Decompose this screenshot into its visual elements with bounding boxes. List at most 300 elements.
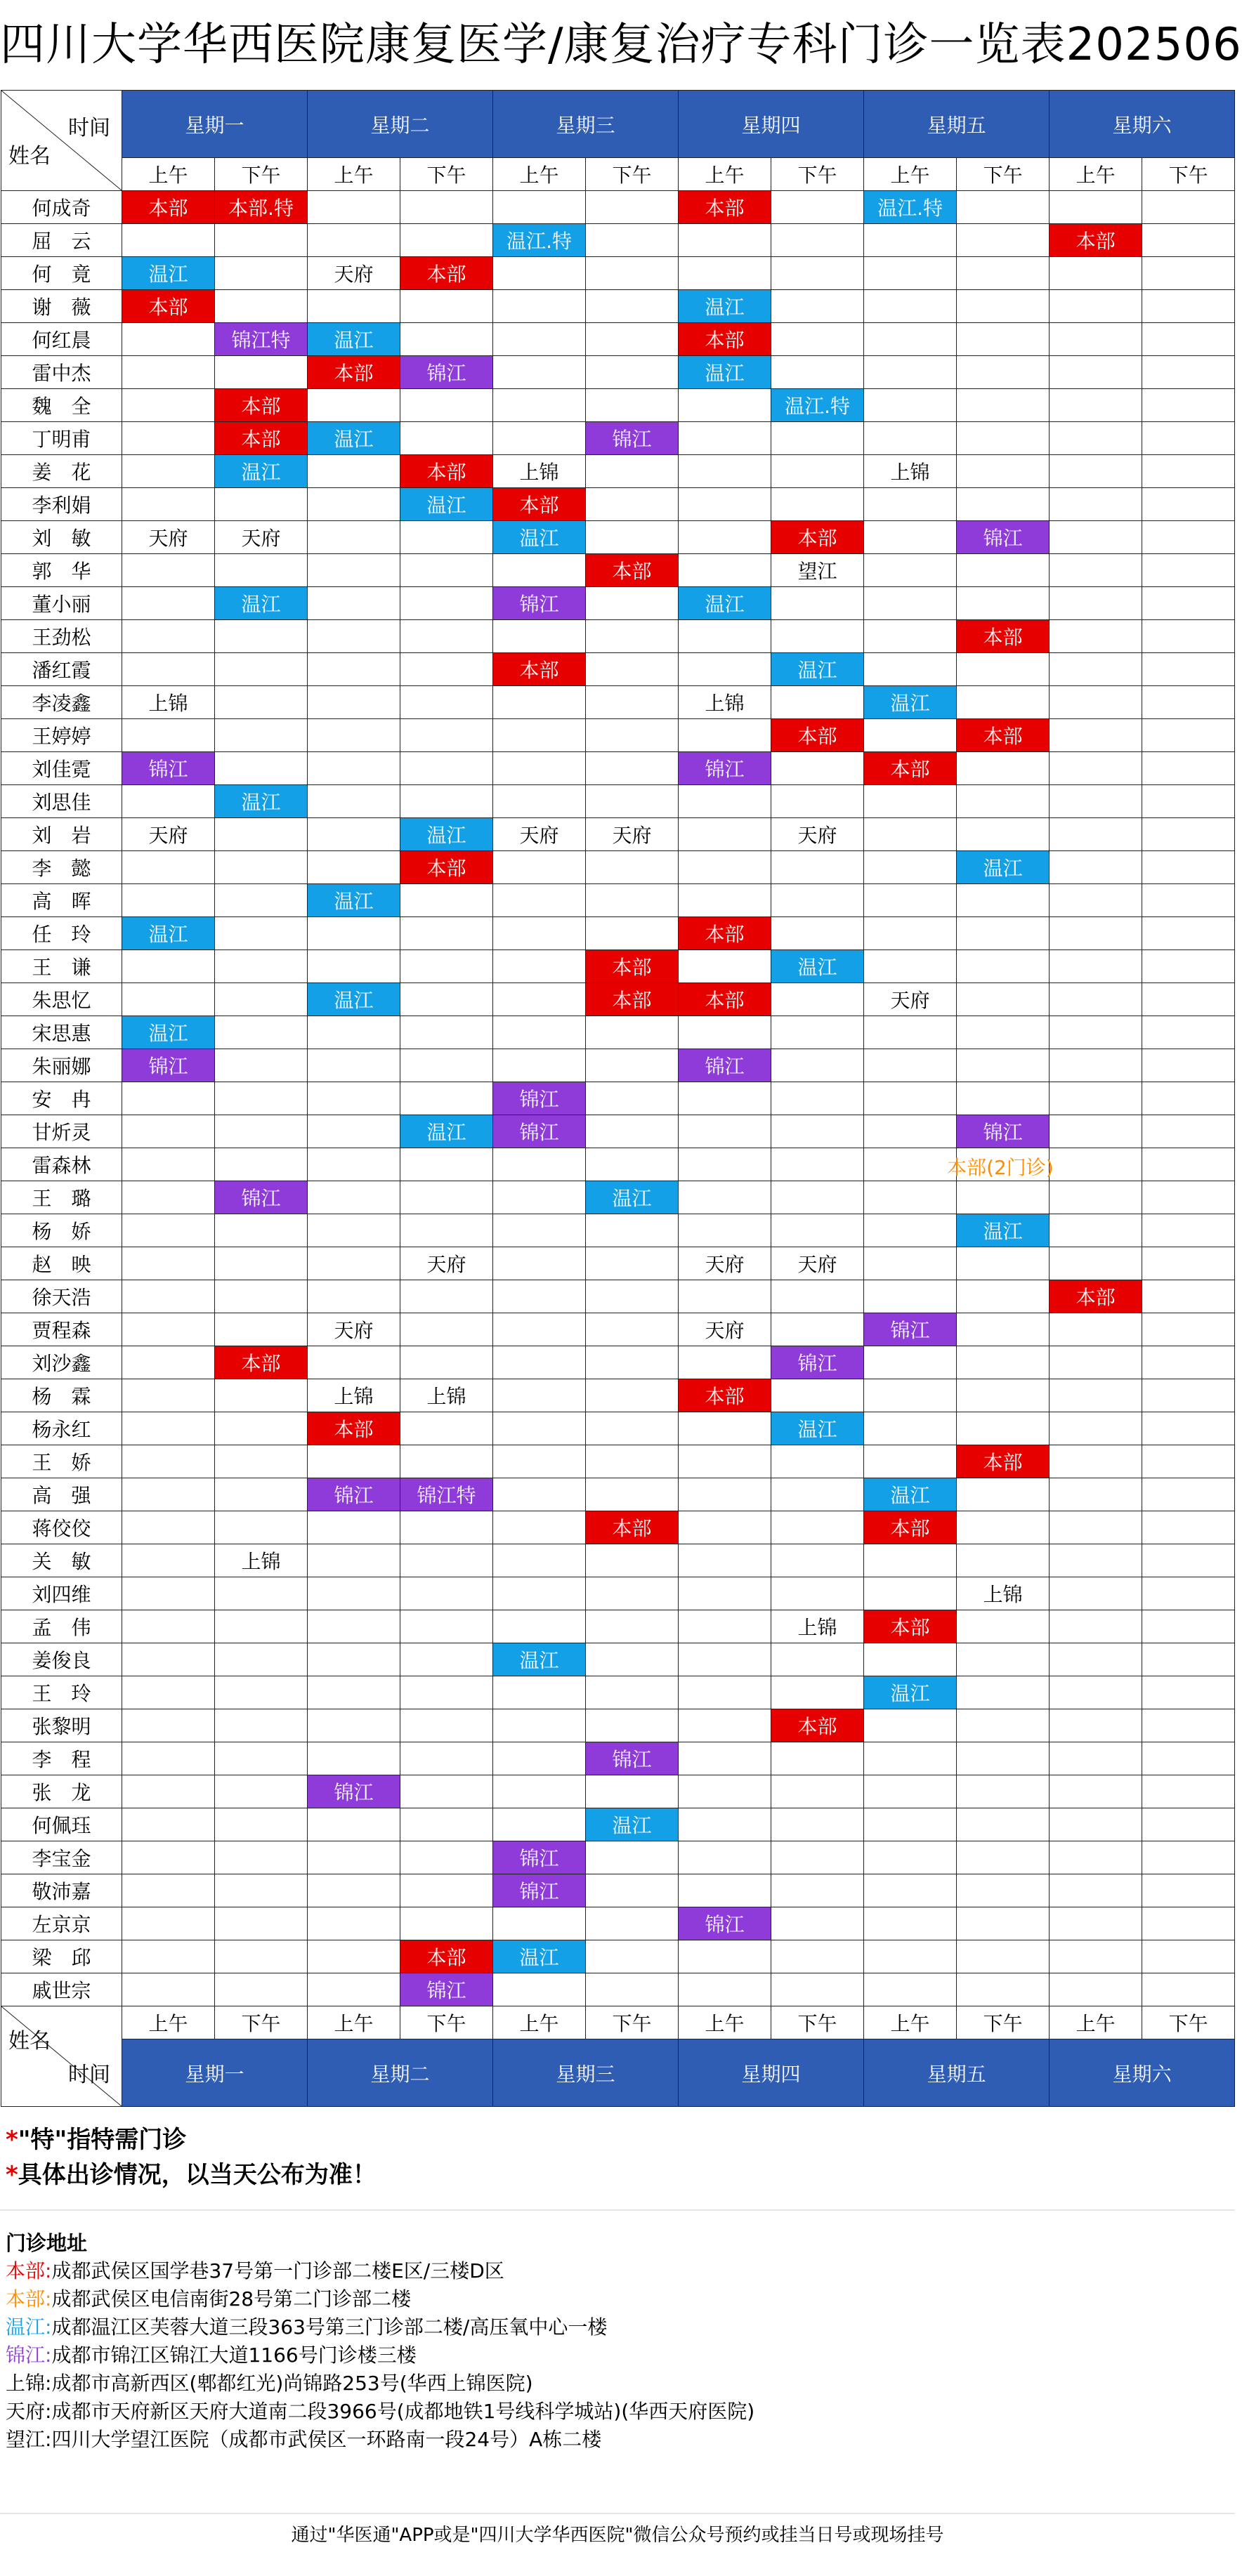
schedule-cell [586, 191, 679, 224]
schedule-cell [1142, 818, 1235, 851]
schedule-cell [864, 1181, 957, 1214]
schedule-cell [771, 224, 864, 257]
schedule-cell [1142, 686, 1235, 719]
schedule-cell [308, 719, 400, 752]
schedule-cell [586, 686, 679, 719]
schedule-cell [493, 1379, 586, 1412]
schedule-cell [122, 1874, 215, 1907]
schedule-cell [400, 1643, 493, 1676]
schedule-cell [1142, 1775, 1235, 1808]
schedule-cell [1050, 818, 1142, 851]
schedule-cell [586, 224, 679, 257]
doctor-name: 刘 敏 [1, 521, 122, 554]
schedule-cell [586, 1544, 679, 1577]
schedule-cell: 天府 [400, 1247, 493, 1280]
schedule-cell [215, 257, 308, 290]
schedule-cell [400, 1544, 493, 1577]
schedule-cell [493, 356, 586, 389]
schedule-cell [215, 488, 308, 521]
schedule-cell: 温江 [771, 1412, 864, 1445]
schedule-cell [122, 1148, 215, 1181]
schedule-cell: 本部 [400, 257, 493, 290]
schedule-cell: 温江 [771, 950, 864, 983]
schedule-cell [493, 422, 586, 455]
schedule-cell [1142, 1676, 1235, 1709]
schedule-cell: 本部 [586, 1511, 679, 1544]
schedule-cell [400, 1412, 493, 1445]
schedule-cell: 上锦 [679, 686, 771, 719]
schedule-cell [1142, 1478, 1235, 1511]
schedule-cell [308, 1115, 400, 1148]
schedule-cell [400, 389, 493, 422]
doctor-name: 朱丽娜 [1, 1049, 122, 1082]
name-label: 姓名 [8, 144, 51, 169]
table-row [1, 1874, 1235, 1907]
schedule-cell [493, 257, 586, 290]
address-line [0, 2313, 1235, 2341]
schedule-cell [864, 521, 957, 554]
schedule-cell [957, 884, 1050, 917]
schedule-cell [957, 1511, 1050, 1544]
schedule-cell [1142, 983, 1235, 1016]
schedule-cell [215, 620, 308, 653]
schedule-cell [679, 389, 771, 422]
schedule-cell [215, 1610, 308, 1643]
schedule-cell [586, 851, 679, 884]
schedule-cell [308, 1214, 400, 1247]
schedule-cell [215, 224, 308, 257]
schedule-cell: 本部 [493, 488, 586, 521]
am-header: 上午 [308, 158, 400, 191]
address-text: 成都市天府新区天府大道南二段3966号(成都地铁1号线科学城站)(华西天府医院) [51, 2400, 755, 2423]
schedule-cell: 上锦 [771, 1610, 864, 1643]
schedule-cell [771, 884, 864, 917]
schedule-cell: 上锦 [122, 686, 215, 719]
schedule-cell [771, 851, 864, 884]
schedule-cell: 本部 [400, 455, 493, 488]
am-header: 上午 [679, 2006, 771, 2039]
schedule-cell [864, 1049, 957, 1082]
am-header: 上午 [864, 2006, 957, 2039]
schedule-cell [215, 1445, 308, 1478]
schedule-cell: 本部.特 [215, 191, 308, 224]
table-row [1, 752, 1235, 785]
schedule-cell [1142, 1577, 1235, 1610]
schedule-cell [215, 1676, 308, 1709]
table-row [1, 1643, 1235, 1676]
table-row [1, 884, 1235, 917]
schedule-cell [122, 1544, 215, 1577]
schedule-cell [586, 356, 679, 389]
schedule-cell [122, 1973, 215, 2006]
schedule-cell [1050, 488, 1142, 521]
schedule-cell [679, 1973, 771, 2006]
schedule-cell [493, 1709, 586, 1742]
schedule-cell [493, 1412, 586, 1445]
schedule-cell [1142, 1445, 1235, 1478]
schedule-cell [1050, 191, 1142, 224]
schedule-cell [215, 1247, 308, 1280]
doctor-name: 王 璐 [1, 1181, 122, 1214]
table-row [1, 290, 1235, 323]
schedule-cell [586, 455, 679, 488]
schedule-cell [957, 1313, 1050, 1346]
schedule-cell [400, 1841, 493, 1874]
am-header: 上午 [308, 2006, 400, 2039]
schedule-cell [400, 686, 493, 719]
schedule-cell [957, 785, 1050, 818]
schedule-cell [679, 1643, 771, 1676]
doctor-name: 屈 云 [1, 224, 122, 257]
schedule-cell [215, 1742, 308, 1775]
address-text: 成都温江区芙蓉大道三段363号第三门诊部二楼/高压氧中心一楼 [51, 2315, 608, 2339]
schedule-cell [957, 653, 1050, 686]
doctor-name: 何成奇 [1, 191, 122, 224]
table-row [1, 224, 1235, 257]
pm-header: 下午 [215, 158, 308, 191]
schedule-cell [771, 1082, 864, 1115]
schedule-cell: 温江 [679, 587, 771, 620]
schedule-cell [957, 554, 1050, 587]
schedule-cell: 温江 [493, 521, 586, 554]
schedule-cell: 锦江 [400, 1973, 493, 2006]
schedule-cell [586, 917, 679, 950]
schedule-cell [215, 1874, 308, 1907]
doctor-name: 何 竟 [1, 257, 122, 290]
schedule-cell [400, 1511, 493, 1544]
schedule-cell: 本部 [586, 983, 679, 1016]
schedule-cell [771, 323, 864, 356]
schedule-cell [122, 1412, 215, 1445]
doctor-name: 王 娇 [1, 1445, 122, 1478]
schedule-cell [493, 917, 586, 950]
schedule-cell: 本部 [679, 323, 771, 356]
schedule-cell [1142, 1907, 1235, 1940]
schedule-cell [215, 1973, 308, 2006]
table-row [1, 1742, 1235, 1775]
table-row [1, 191, 1235, 224]
schedule-cell [864, 422, 957, 455]
schedule-cell [215, 950, 308, 983]
schedule-cell: 温江 [493, 1643, 586, 1676]
schedule-cell: 本部 [586, 554, 679, 587]
schedule-cell [1050, 1214, 1142, 1247]
schedule-cell [679, 1841, 771, 1874]
schedule-cell [586, 1676, 679, 1709]
doctor-name: 王 玲 [1, 1676, 122, 1709]
schedule-cell [1050, 1610, 1142, 1643]
schedule-cell [308, 1808, 400, 1841]
address-label: 锦江: [6, 2344, 52, 2367]
schedule-cell [1142, 389, 1235, 422]
schedule-cell: 本部 [864, 1511, 957, 1544]
schedule-cell: 本部 [215, 1346, 308, 1379]
pm-header: 下午 [1142, 2006, 1235, 2039]
schedule-cell [864, 1742, 957, 1775]
schedule-cell [308, 191, 400, 224]
schedule-cell [1050, 851, 1142, 884]
schedule-cell [215, 1511, 308, 1544]
table-row [1, 1049, 1235, 1082]
schedule-cell [957, 455, 1050, 488]
doctor-name: 李利娟 [1, 488, 122, 521]
schedule-cell [1142, 422, 1235, 455]
schedule-cell [771, 1808, 864, 1841]
schedule-cell [771, 455, 864, 488]
schedule-cell [771, 1478, 864, 1511]
schedule-cell [308, 290, 400, 323]
schedule-cell [493, 290, 586, 323]
schedule-cell [771, 422, 864, 455]
schedule-cell [864, 488, 957, 521]
schedule-cell: 锦江特 [400, 1478, 493, 1511]
schedule-cell: 天府 [122, 818, 215, 851]
schedule-cell: 本部 [679, 1379, 771, 1412]
doctor-name: 敬沛嘉 [1, 1874, 122, 1907]
day-header: 星期五 [864, 2039, 1050, 2107]
schedule-cell [1050, 1841, 1142, 1874]
schedule-cell [679, 1775, 771, 1808]
schedule-cell [586, 1016, 679, 1049]
schedule-cell [864, 1775, 957, 1808]
schedule-cell [308, 1643, 400, 1676]
doctor-name: 何红晨 [1, 323, 122, 356]
schedule-cell [864, 587, 957, 620]
schedule-cell [215, 686, 308, 719]
note-disclaimer: *具体出诊情况，以当天公布为准！ [6, 2161, 377, 2189]
schedule-cell: 温江 [215, 455, 308, 488]
schedule-cell [1142, 323, 1235, 356]
schedule-cell [1050, 917, 1142, 950]
schedule-cell [400, 1280, 493, 1313]
schedule-cell [771, 983, 864, 1016]
schedule-cell [957, 1346, 1050, 1379]
table-row [1, 1709, 1235, 1742]
schedule-cell [679, 422, 771, 455]
schedule-cell [122, 983, 215, 1016]
schedule-cell [864, 785, 957, 818]
schedule-cell [586, 1445, 679, 1478]
schedule-cell [308, 1709, 400, 1742]
schedule-cell [586, 1907, 679, 1940]
day-header-row [1, 91, 1235, 158]
schedule-cell: 锦江 [586, 1742, 679, 1775]
schedule-cell: 本部 [215, 422, 308, 455]
schedule-cell [864, 1808, 957, 1841]
schedule-cell [771, 917, 864, 950]
schedule-cell [122, 884, 215, 917]
schedule-cell [308, 1016, 400, 1049]
doctor-name: 李 懿 [1, 851, 122, 884]
schedule-cell: 温江 [679, 290, 771, 323]
table-row [1, 1016, 1235, 1049]
schedule-cell: 温江 [215, 587, 308, 620]
schedule-cell [679, 950, 771, 983]
schedule-cell [1050, 422, 1142, 455]
schedule-cell [1142, 1544, 1235, 1577]
pm-header: 下午 [771, 2006, 864, 2039]
schedule-cell [679, 488, 771, 521]
schedule-cell [122, 422, 215, 455]
schedule-cell [400, 785, 493, 818]
schedule-cell [1142, 1379, 1235, 1412]
doctor-name: 宋思惠 [1, 1016, 122, 1049]
schedule-cell: 锦江 [308, 1775, 400, 1808]
schedule-cell [1050, 1412, 1142, 1445]
schedule-cell [215, 1907, 308, 1940]
schedule-cell: 本部 [771, 1709, 864, 1742]
schedule-cell: 天府 [679, 1247, 771, 1280]
schedule-cell [308, 653, 400, 686]
corner-cell [1, 2006, 122, 2107]
schedule-cell [122, 653, 215, 686]
schedule-cell [122, 1247, 215, 1280]
schedule-cell [679, 455, 771, 488]
table-row [1, 785, 1235, 818]
schedule-cell: 天府 [308, 1313, 400, 1346]
schedule-cell [1142, 1082, 1235, 1115]
schedule-cell [679, 554, 771, 587]
schedule-cell [679, 1016, 771, 1049]
schedule-cell [1050, 257, 1142, 290]
diagonal-line [1, 2006, 122, 2106]
day-footer-row [1, 2039, 1235, 2107]
schedule-cell [586, 257, 679, 290]
schedule-cell [771, 257, 864, 290]
schedule-cell [864, 1280, 957, 1313]
am-header: 上午 [122, 2006, 215, 2039]
schedule-cell [957, 1709, 1050, 1742]
schedule-cell [400, 1313, 493, 1346]
schedule-cell [493, 851, 586, 884]
day-header: 星期五 [864, 91, 1050, 158]
schedule-cell: 温江.特 [771, 389, 864, 422]
table-row [1, 1775, 1235, 1808]
schedule-cell [400, 587, 493, 620]
schedule-cell [957, 1016, 1050, 1049]
schedule-cell [1142, 1808, 1235, 1841]
am-header: 上午 [493, 158, 586, 191]
schedule-cell [122, 950, 215, 983]
schedule-cell [1050, 1247, 1142, 1280]
schedule-cell [400, 653, 493, 686]
day-header: 星期三 [493, 2039, 679, 2107]
schedule-cell [400, 191, 493, 224]
schedule-cell [679, 719, 771, 752]
schedule-cell: 温江 [957, 851, 1050, 884]
address-label: 望江: [6, 2428, 52, 2451]
schedule-cell [1050, 290, 1142, 323]
schedule-cell [493, 1544, 586, 1577]
schedule-cell [1142, 191, 1235, 224]
doctor-name: 赵 映 [1, 1247, 122, 1280]
schedule-cell [864, 1379, 957, 1412]
table-row [1, 719, 1235, 752]
schedule-cell: 上锦 [957, 1577, 1050, 1610]
schedule-cell: 本部 [122, 290, 215, 323]
schedule-cell: 温江 [771, 653, 864, 686]
schedule-cell [308, 1676, 400, 1709]
schedule-cell [1050, 620, 1142, 653]
schedule-cell [864, 1643, 957, 1676]
schedule-cell [771, 1874, 864, 1907]
schedule-cell [493, 323, 586, 356]
schedule-cell [493, 554, 586, 587]
doctor-name: 杨永红 [1, 1412, 122, 1445]
schedule-cell [1050, 653, 1142, 686]
schedule-cell [493, 1676, 586, 1709]
schedule-cell [864, 950, 957, 983]
schedule-cell [1050, 1511, 1142, 1544]
table-row [1, 1907, 1235, 1940]
schedule-cell: 锦江 [864, 1313, 957, 1346]
schedule-cell [864, 389, 957, 422]
schedule-cell [957, 818, 1050, 851]
schedule-cell [586, 1346, 679, 1379]
doctor-name: 刘思佳 [1, 785, 122, 818]
schedule-cell [1142, 1049, 1235, 1082]
schedule-cell [308, 917, 400, 950]
schedule-cell [1142, 1148, 1235, 1181]
schedule-cell [1050, 1478, 1142, 1511]
schedule-cell [957, 686, 1050, 719]
schedule-cell: 本部 [586, 950, 679, 983]
schedule-cell [308, 488, 400, 521]
schedule-cell: 望江 [771, 554, 864, 587]
schedule-cell [771, 356, 864, 389]
day-header: 星期六 [1050, 91, 1235, 158]
schedule-cell [771, 1181, 864, 1214]
schedule-cell [679, 620, 771, 653]
schedule-cell [400, 1874, 493, 1907]
schedule-cell [215, 1115, 308, 1148]
schedule-cell [400, 917, 493, 950]
schedule-cell [308, 1841, 400, 1874]
schedule-cell [679, 818, 771, 851]
address-line [0, 2341, 1235, 2370]
schedule-cell [957, 191, 1050, 224]
schedule-cell [215, 884, 308, 917]
schedule-cell [957, 950, 1050, 983]
schedule-cell: 本部 [771, 521, 864, 554]
schedule-cell [493, 1973, 586, 2006]
schedule-cell [308, 1940, 400, 1973]
schedule-cell [308, 1511, 400, 1544]
schedule-cell [400, 1709, 493, 1742]
schedule-cell [215, 818, 308, 851]
schedule-cell [1142, 1247, 1235, 1280]
schedule-cell [308, 521, 400, 554]
table-row [1, 455, 1235, 488]
schedule-cell: 天府 [864, 983, 957, 1016]
schedule-cell [1142, 1214, 1235, 1247]
schedule-cell [215, 1709, 308, 1742]
schedule-cell [1142, 290, 1235, 323]
schedule-cell [1050, 587, 1142, 620]
schedule-cell [308, 1181, 400, 1214]
schedule-cell [122, 356, 215, 389]
schedule-cell [122, 620, 215, 653]
schedule-cell [1050, 1577, 1142, 1610]
schedule-cell [957, 257, 1050, 290]
schedule-cell [679, 1511, 771, 1544]
doctor-name: 任 玲 [1, 917, 122, 950]
schedule-cell [679, 1082, 771, 1115]
schedule-cell [493, 1016, 586, 1049]
schedule-cell [586, 1610, 679, 1643]
schedule-cell: 温江 [586, 1181, 679, 1214]
schedule-cell: 本部 [679, 191, 771, 224]
